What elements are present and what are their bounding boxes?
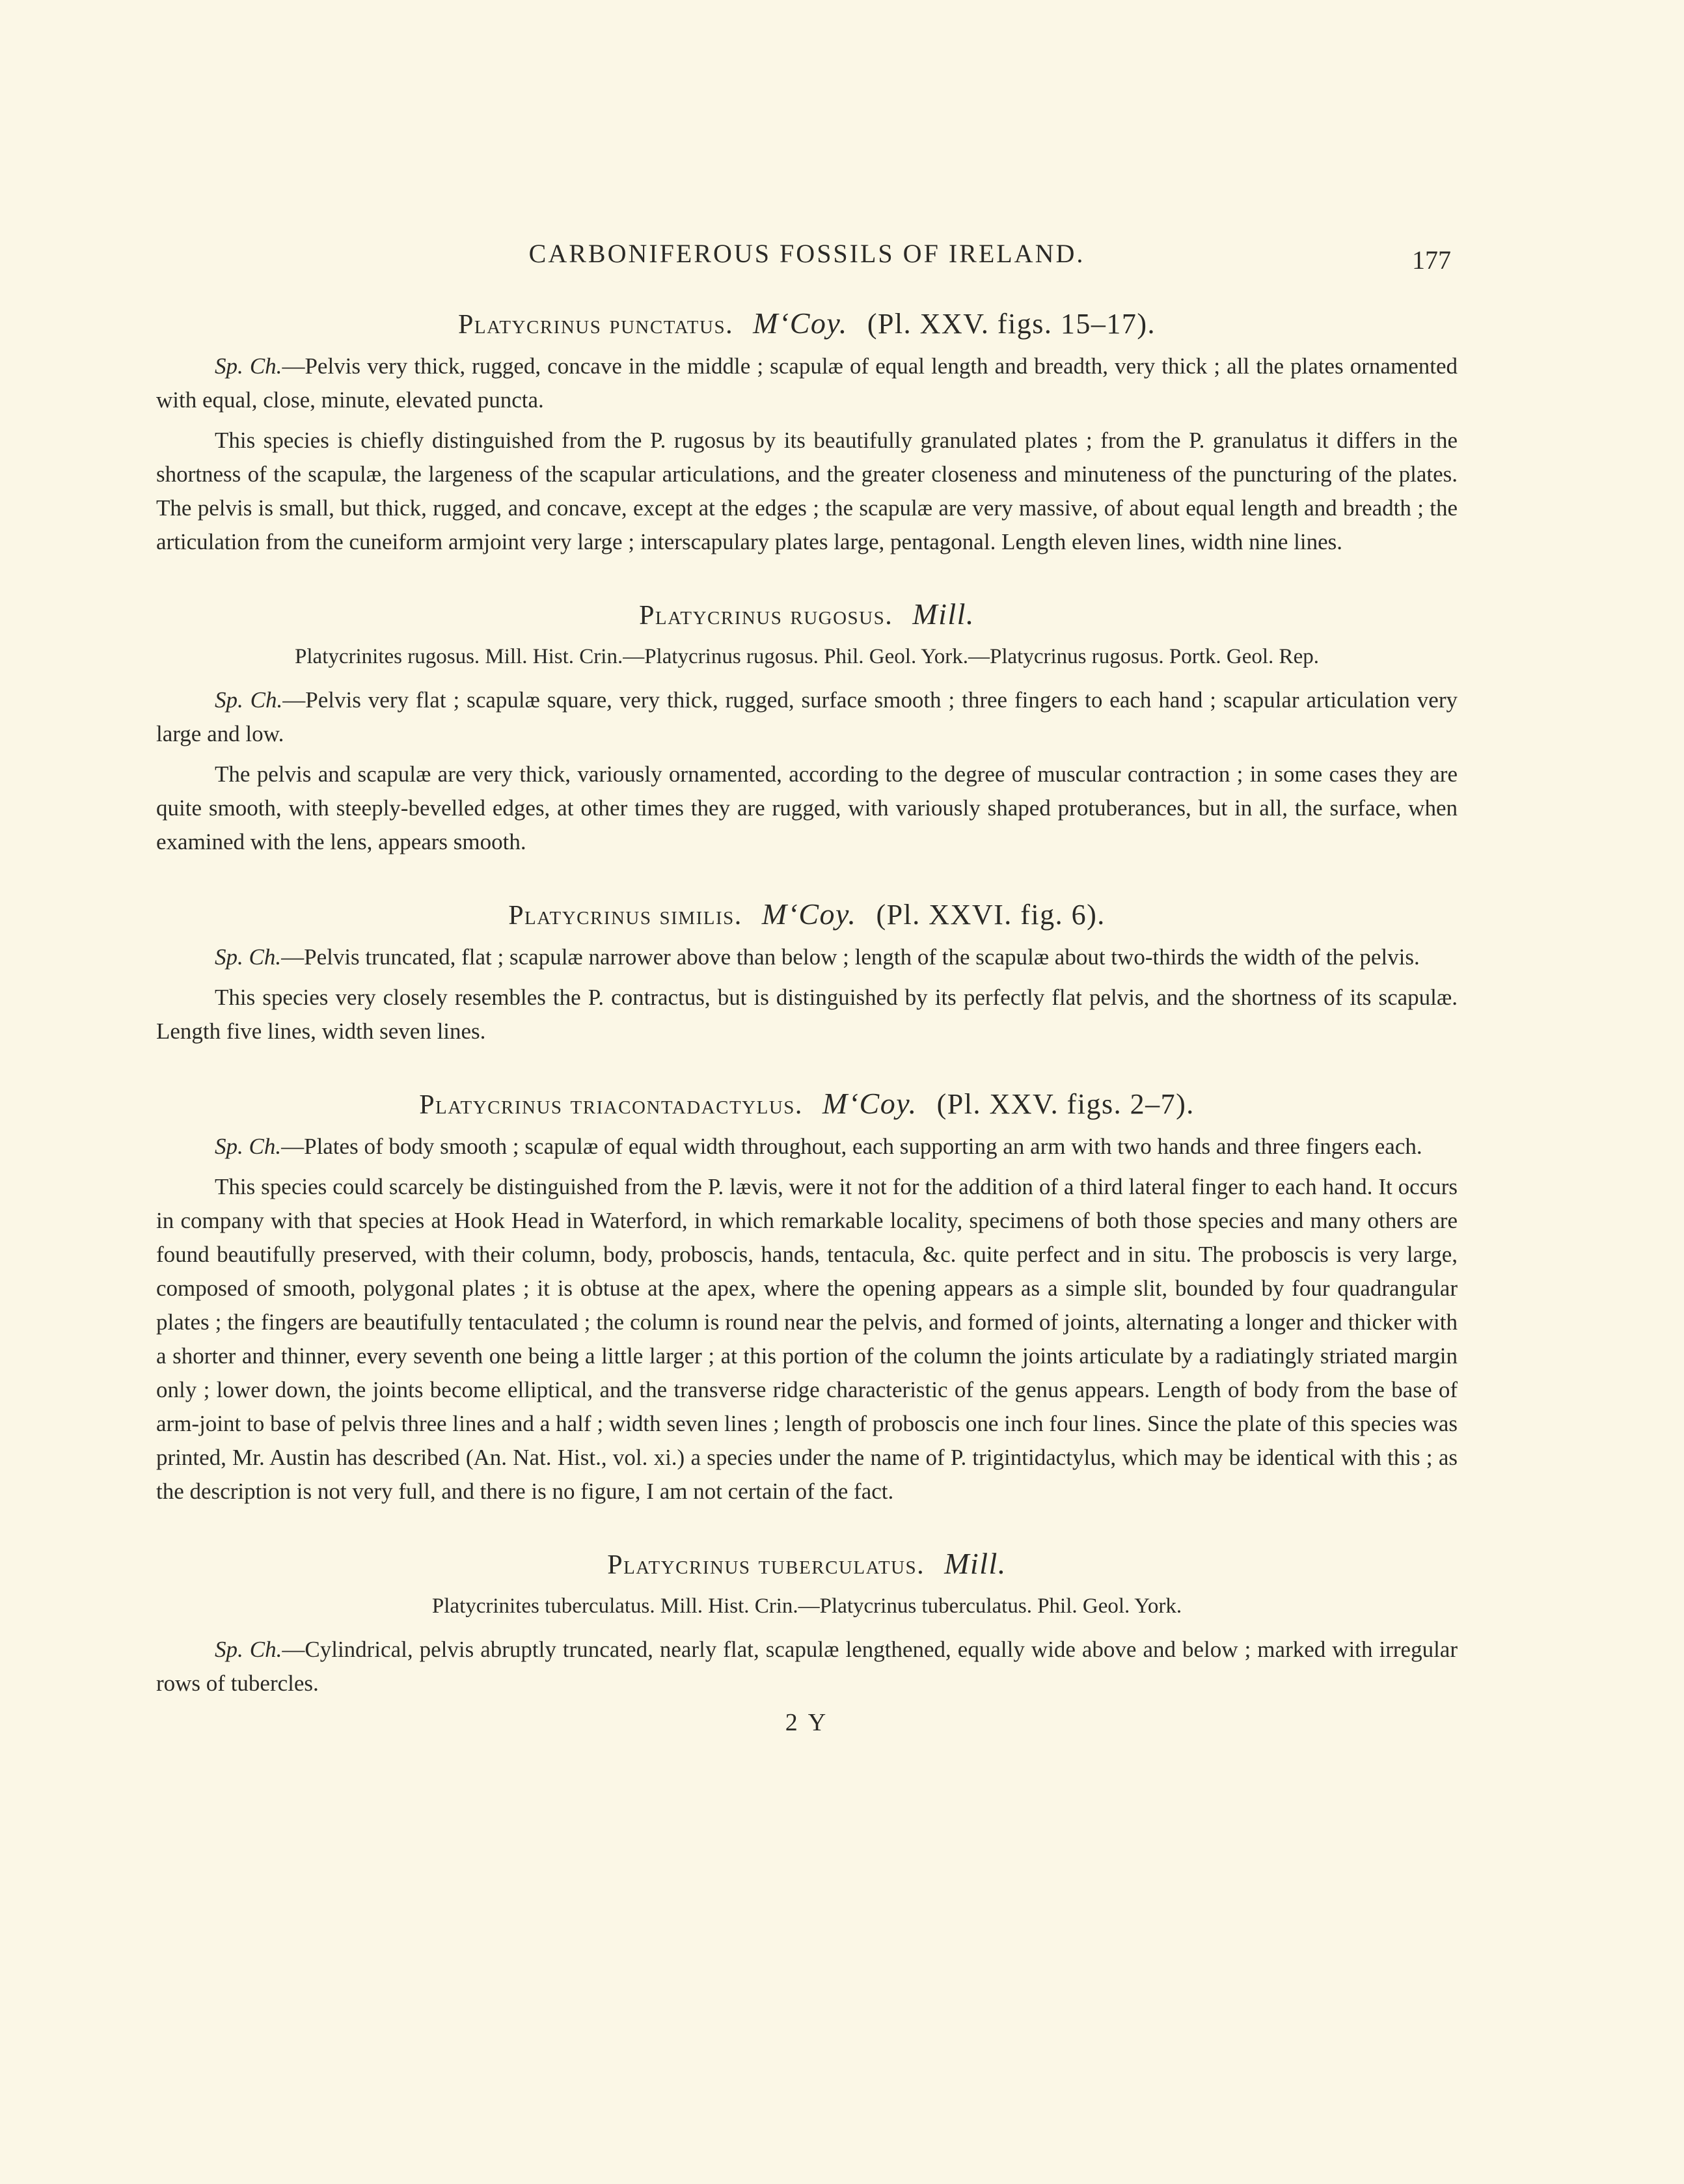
running-title: CARBONIFEROUS FOSSILS OF IRELAND. (528, 239, 1085, 268)
species-authority: Mill. (944, 1547, 1007, 1580)
species-name: Platycrinus rugosus. (639, 601, 893, 631)
plate-reference: (Pl. XXV. figs. 2–7). (936, 1088, 1195, 1120)
species-name: Platycrinus similis. (508, 901, 742, 931)
paragraph-text: —Cylindrical, pelvis abruptly truncated, nearly flat, scapulæ lengthened, equally wide above and below ; marked with irregular rows of tubercles. (156, 1637, 1458, 1696)
description-paragraph: This species is chiefly distinguished from the P. rugosus by its beautifully granulated plates ; from the P. granulatus it differs in the shortness of the scapulæ, the largeness of the scapular articulations, and the greater closeness and minuteness of the puncturing of the plates. The pelvis is small, but thick, rugged, and concave, except at the edges ; the scapulæ are very massive, of about equal length and breadth ; the articulation from the cuneiform armjoint very large ; interscapulary plates large, pentagonal. Length eleven lines, width nine lines. (156, 428, 1458, 554)
species-heading (156, 1086, 1458, 1121)
running-head (156, 234, 1458, 280)
species-entry-tuberculatus (156, 1546, 1458, 1700)
synonymy: Platycrinites rugosus. Mill. Hist. Crin.—Platycrinus rugosus. Phil. Geol. York.—Platycrinus rugosus. Portk. Geol. Rep. (295, 645, 1319, 668)
species-entry-rugosus (156, 597, 1458, 859)
species-characters (156, 349, 1458, 417)
species-authority: M‘Coy. (753, 307, 848, 340)
plate-reference: (Pl. XXV. figs. 15–17). (867, 308, 1156, 340)
species-heading (156, 1546, 1458, 1581)
species-authority: M‘Coy. (761, 897, 857, 931)
species-authority: Mill. (912, 597, 975, 631)
species-entry-similis (156, 897, 1458, 1048)
species-name: Platycrinus triacontadactylus. (419, 1090, 803, 1120)
sp-ch-label: Sp. Ch. (215, 944, 282, 970)
description-paragraph: This species could scarcely be distinguished from the P. lævis, were it not for the addition of a third lateral finger to each hand. It occurs in company with that species at Hook Head in Waterford, in which remarkable locality, specimens of both those species and many others are found beautifully preserved, with their column, body, proboscis, hands, tentacula, &c. quite perfect and in situ. The proboscis is very large, composed of smooth, polygonal plates ; it is obtuse at the apex, where the opening appears as a simple slit, bounded by four quadrangular plates ; the fingers are beautifully tentaculated ; the column is round near the pelvis, and formed of joints, alternating a longer and thicker with a shorter and thinner, every seventh one being a little larger ; at this portion of the column the joints articulate by a radiatingly striated margin only ; lower down, the joints become elliptical, and the transverse ridge characteristic of the genus appears. Length of body from the base of arm-joint to base of pelvis three lines and a half ; width seven lines ; length of proboscis one inch four lines. Since the plate of this species was printed, Mr. Austin has described (An. Nat. Hist., vol. xi.) a species under the name of P. trigintidactylus, which may be identical with this ; as the description is not very full, and there is no figure, I am not certain of the fact. (156, 1174, 1458, 1504)
species-entry-punctatus (156, 306, 1458, 559)
sp-ch-label: Sp. Ch. (215, 687, 283, 713)
species-characters (156, 940, 1458, 974)
paragraph-text: —Pelvis truncated, flat ; scapulæ narrower above than below ; length of the scapulæ about two-thirds the width of the pelvis. (281, 944, 1420, 970)
species-heading (156, 597, 1458, 631)
species-characters (156, 1633, 1458, 1700)
sp-ch-label: Sp. Ch. (215, 1637, 282, 1662)
paragraph-text: —Pelvis very thick, rugged, concave in the middle ; scapulæ of equal length and breadth, very thick ; all the plates ornamented with equal, close, minute, elevated puncta. (156, 353, 1458, 413)
species-name: Platycrinus tuberculatus. (607, 1550, 925, 1580)
species-authority: M‘Coy. (822, 1087, 917, 1120)
document-page (156, 234, 1458, 1737)
species-characters (156, 683, 1458, 751)
sp-ch-label: Sp. Ch. (215, 1134, 282, 1159)
synonymy: Platycrinites tuberculatus. Mill. Hist. Crin.—Platycrinus tuberculatus. Phil. Geol. York. (431, 1594, 1182, 1618)
species-heading (156, 897, 1458, 931)
sp-ch-label: Sp. Ch. (215, 353, 282, 379)
page-number: 177 (1412, 245, 1451, 275)
paragraph-text: —Pelvis very flat ; scapulæ square, very thick, rugged, surface smooth ; three fingers to each hand ; scapular articulation very large and low. (156, 687, 1458, 746)
species-entry-triacontadactylus (156, 1086, 1458, 1508)
species-heading (156, 306, 1458, 340)
species-characters (156, 1130, 1458, 1164)
plate-reference: (Pl. XXVI. fig. 6). (876, 899, 1106, 931)
paragraph-text: —Plates of body smooth ; scapulæ of equal width throughout, each supporting an arm with two hands and three fingers each. (281, 1134, 1422, 1159)
description-paragraph: This species very closely resembles the P. contractus, but is distinguished by its perfectly flat pelvis, and the shortness of its scapulæ. Length five lines, width seven lines. (156, 985, 1458, 1044)
species-name: Platycrinus punctatus. (458, 310, 734, 340)
signature-mark: 2 Y (785, 1709, 829, 1736)
description-paragraph: The pelvis and scapulæ are very thick, variously ornamented, according to the degree of muscular contraction ; in some cases they are quite smooth, with steeply-bevelled edges, at other times they are rugged, with variously shaped protuberances, but in all, the surface, when examined with the lens, appears smooth. (156, 761, 1458, 854)
